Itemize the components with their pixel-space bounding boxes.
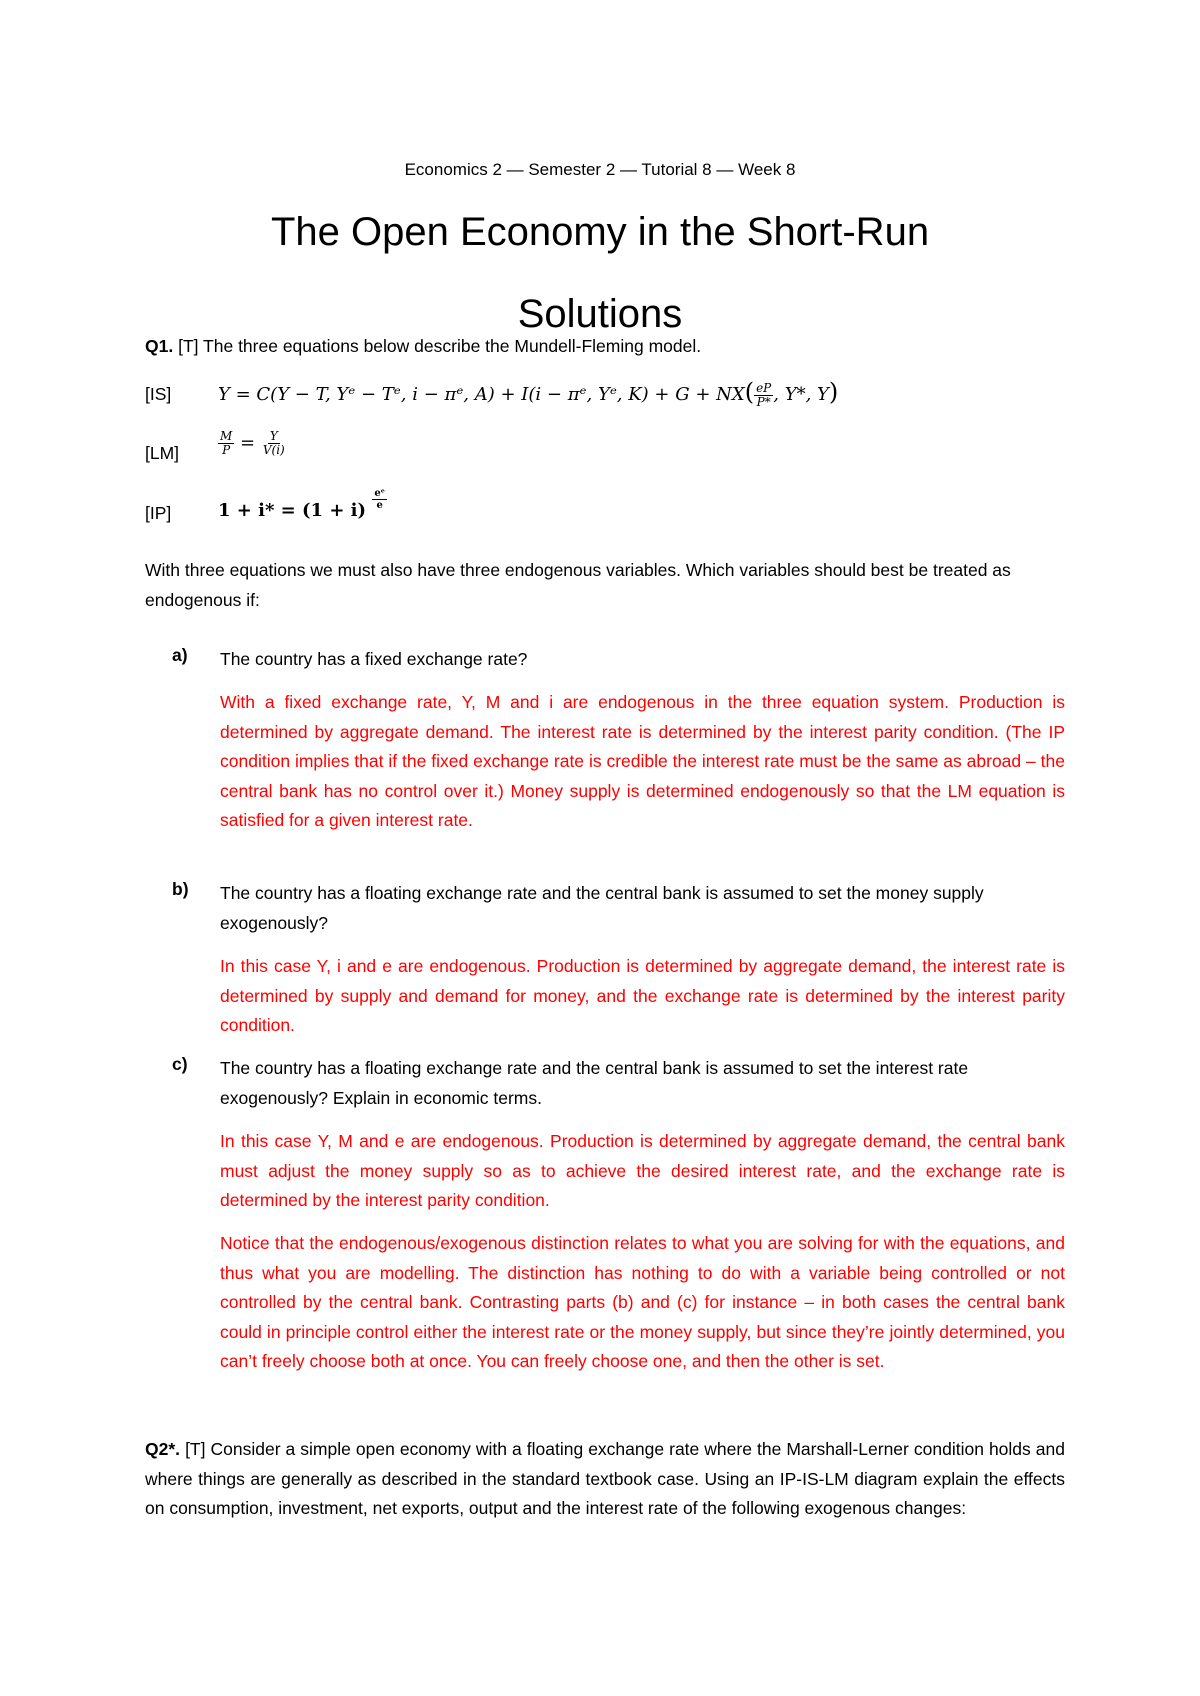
ip-tag: [IP] [145,503,172,523]
q2-label: Q2*. [145,1439,181,1459]
lm-left-num: M [220,429,233,443]
part-c-letter: c) [172,1054,188,1074]
part-a-letter: a) [172,645,188,665]
part-c-answer: In this case Y, M and e are endogenous. Production is determined by aggregate demand, the central bank must adjust the money supply so as to achieve the desired interest rate, and the exchange rate is determined by the interest parity condition. [220,1131,1065,1210]
q1-label: Q1. [145,336,174,356]
page-subtitle: Solutions [517,292,683,336]
ip-exp-den: e [376,500,383,511]
is-frac-den: P* [756,394,771,409]
q2-paragraph [145,1435,1065,1524]
is-tag: [IS] [145,384,172,404]
lm-equals: = [240,432,256,454]
page-title: The Open Economy in the Short-Run [270,210,930,254]
notice-paragraph: Notice that the endogenous/exogenous distinction relates to what you are solving for with the equations, and thus what you are modelling. The distinction has nothing to do with a variable being controlled or not controlled by the central bank. Contrasting parts (b) and (c) for instance – in both cases the central bank could in principle control either the interest rate or the money supply, but since they’re jointly determined, you can’t freely choose both at once. You can freely choose one, and then the other is set. [220,1233,1065,1371]
ip-equation [218,488,387,523]
is-fraction [754,382,773,409]
part-a-answer: With a fixed exchange rate, Y, M and i are endogenous in the three equation system. Production is determined by aggregate demand. The interest rate is determined by the interest parity condition. (The IP condition implies that if the fixed exchange rate is credible the interest rate must be the same as abroad – the central bank has no control over it.) Money supply is determined endogenously so that the LM equation is satisfied for a given interest rate. [220,692,1065,830]
ip-exp-num: eᵉ [374,488,386,499]
lm-equation [218,430,287,457]
q1-intro [145,332,1065,362]
part-b-answer: In this case Y, i and e are endogenous. Production is determined by aggregate demand, the interest rate is determined by supply and demand for money, and the exchange rate is determined by the interest parity condition. [220,956,1065,1035]
is-frac-num: eP [756,380,772,395]
part-b-text: The country has a floating exchange rate and the central bank is assumed to set the money supply exogenously? [220,883,984,933]
lm-right-num: Y [269,429,278,443]
lm-right-den: V(i) [262,443,285,457]
lm-right-fraction [261,430,287,457]
is-equation: Y = C(Y − T, Yᵉ − Tᵉ, i − πᵉ, A) + I(i − πᵉ, Yᵉ, K) + G + NX( $\frac{eP}{P*}$ , Y*, Y) [218,378,839,409]
part-c-text: The country has a floating exchange rate and the central bank is assumed to set the interest rate exogenously? Explain in economic terms. [220,1058,969,1108]
lm-left-den: P [222,443,231,457]
lm-left-fraction [218,430,234,457]
part-b-letter: b) [172,879,189,899]
ip-exponent [372,488,387,511]
ip-equation-main: 1 + i* = (1 + i) [218,500,367,521]
part-a-text: The country has a fixed exchange rate? [220,649,528,669]
q1-intro-text: [T] The three equations below describe the Mundell-Fleming model. [178,336,702,356]
course-header: Economics 2 — Semester 2 — Tutorial 8 — Week 8 [404,160,796,179]
is-equation-tail: , Y*, Y [773,384,829,405]
lm-tag: [LM] [145,443,180,463]
q2-text: [T] Consider a simple open economy with a floating exchange rate where the Marshall-Lerner condition holds and where things are generally as described in the standard textbook case. Using an IP-IS-LM diagram explain the effects on consumption, investment, net exports, output and the interest rate of the following exogenous changes: [145,1439,1065,1518]
is-equation-main: Y = C(Y − T, Yᵉ − Tᵉ, i − πᵉ, A) + I(i − πᵉ, Yᵉ, K) + G + NX [218,384,745,405]
q1-question: With three equations we must also have three endogenous variables. Which variables should best be treated as endogenous if: [145,560,1011,610]
